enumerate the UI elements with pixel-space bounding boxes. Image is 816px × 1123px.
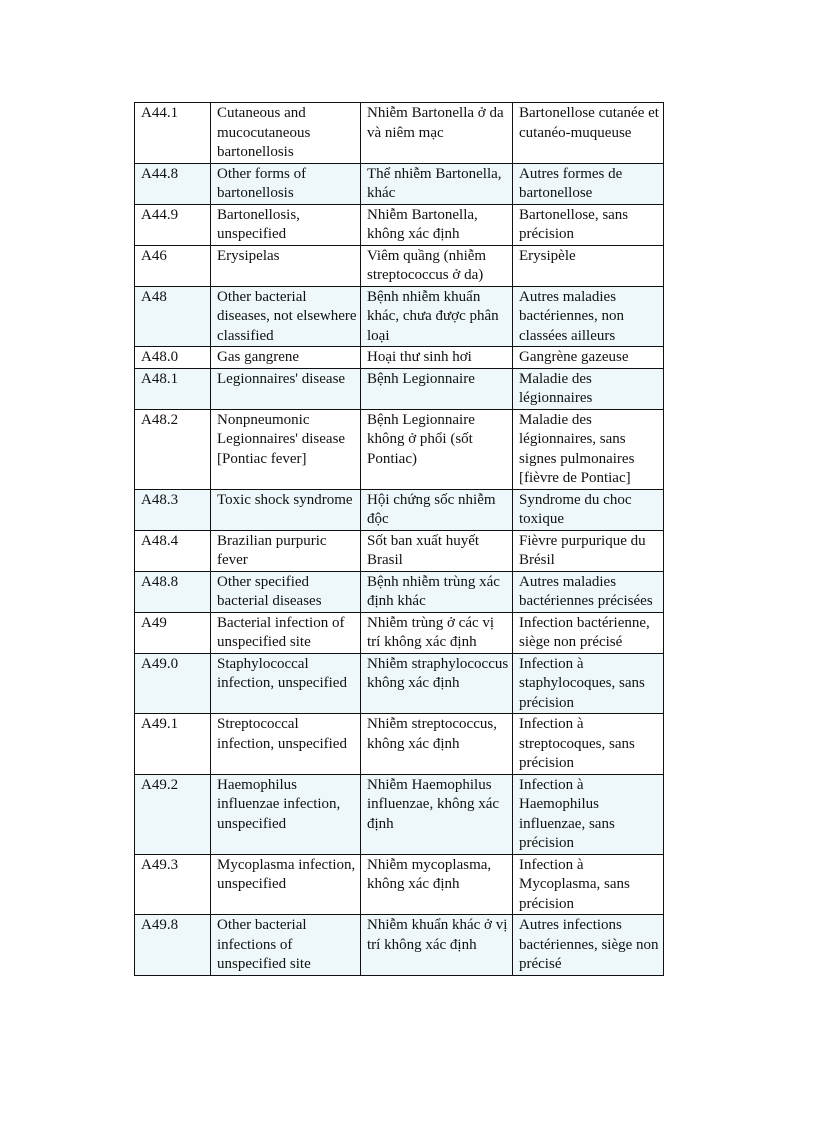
code-cell: A48.0 bbox=[135, 347, 211, 369]
english-name-cell: Erysipelas bbox=[211, 245, 361, 286]
english-name-cell: Mycoplasma infection, unspecified bbox=[211, 854, 361, 915]
vietnamese-name-cell: Viêm quầng (nhiễm streptococcus ở da) bbox=[361, 245, 513, 286]
table-row bbox=[135, 368, 664, 409]
french-name-cell: Autres maladies bactériennes précisées bbox=[513, 571, 664, 612]
code-cell: A48.4 bbox=[135, 530, 211, 571]
vietnamese-name-cell: Bệnh nhiễm trùng xác định khác bbox=[361, 571, 513, 612]
vietnamese-name-cell: Thể nhiễm Bartonella, khác bbox=[361, 163, 513, 204]
vietnamese-name-cell: Nhiễm Haemophilus influenzae, không xác định bbox=[361, 774, 513, 854]
english-name-cell: Streptococcal infection, unspecified bbox=[211, 714, 361, 775]
code-cell: A49.3 bbox=[135, 854, 211, 915]
english-name-cell: Other bacterial diseases, not elsewhere classified bbox=[211, 286, 361, 347]
table-row bbox=[135, 163, 664, 204]
code-cell: A48.3 bbox=[135, 489, 211, 530]
code-cell: A49 bbox=[135, 612, 211, 653]
vietnamese-name-cell: Hoại thư sinh hơi bbox=[361, 347, 513, 369]
vietnamese-name-cell: Nhiễm Bartonella ở da và niêm mạc bbox=[361, 103, 513, 164]
french-name-cell: Autres formes de bartonellose bbox=[513, 163, 664, 204]
table-row bbox=[135, 409, 664, 489]
code-cell: A48.8 bbox=[135, 571, 211, 612]
icd-code-table bbox=[134, 102, 664, 976]
vietnamese-name-cell: Nhiễm khuẩn khác ở vị trí không xác định bbox=[361, 915, 513, 976]
french-name-cell: Infection à Haemophilus influenzae, sans précision bbox=[513, 774, 664, 854]
table-row bbox=[135, 612, 664, 653]
table-row bbox=[135, 571, 664, 612]
english-name-cell: Other bacterial infections of unspecified site bbox=[211, 915, 361, 976]
french-name-cell: Autres maladies bactériennes, non classées ailleurs bbox=[513, 286, 664, 347]
french-name-cell: Maladie des légionnaires bbox=[513, 368, 664, 409]
vietnamese-name-cell: Nhiễm trùng ở các vị trí không xác định bbox=[361, 612, 513, 653]
english-name-cell: Legionnaires' disease bbox=[211, 368, 361, 409]
french-name-cell: Erysipèle bbox=[513, 245, 664, 286]
code-cell: A48 bbox=[135, 286, 211, 347]
code-cell: A49.8 bbox=[135, 915, 211, 976]
english-name-cell: Nonpneumonic Legionnaires' disease [Pontiac fever] bbox=[211, 409, 361, 489]
vietnamese-name-cell: Bệnh Legionnaire bbox=[361, 368, 513, 409]
code-cell: A44.8 bbox=[135, 163, 211, 204]
vietnamese-name-cell: Sốt ban xuất huyết Brasil bbox=[361, 530, 513, 571]
icd-table-body bbox=[135, 103, 664, 976]
vietnamese-name-cell: Hội chứng sốc nhiễm độc bbox=[361, 489, 513, 530]
table-row bbox=[135, 245, 664, 286]
code-cell: A49.2 bbox=[135, 774, 211, 854]
code-cell: A49.1 bbox=[135, 714, 211, 775]
english-name-cell: Gas gangrene bbox=[211, 347, 361, 369]
english-name-cell: Other forms of bartonellosis bbox=[211, 163, 361, 204]
table-row bbox=[135, 204, 664, 245]
table-row bbox=[135, 774, 664, 854]
english-name-cell: Toxic shock syndrome bbox=[211, 489, 361, 530]
english-name-cell: Bartonellosis, unspecified bbox=[211, 204, 361, 245]
french-name-cell: Autres infections bactériennes, siège non précisé bbox=[513, 915, 664, 976]
code-cell: A48.1 bbox=[135, 368, 211, 409]
code-cell: A48.2 bbox=[135, 409, 211, 489]
french-name-cell: Infection bactérienne, siège non précisé bbox=[513, 612, 664, 653]
french-name-cell: Infection à staphylocoques, sans précision bbox=[513, 653, 664, 714]
vietnamese-name-cell: Nhiễm mycoplasma, không xác định bbox=[361, 854, 513, 915]
code-cell: A46 bbox=[135, 245, 211, 286]
table-row bbox=[135, 489, 664, 530]
table-row bbox=[135, 653, 664, 714]
english-name-cell: Haemophilus influenzae infection, unspecified bbox=[211, 774, 361, 854]
table-row bbox=[135, 286, 664, 347]
vietnamese-name-cell: Bệnh nhiễm khuẩn khác, chưa được phân loại bbox=[361, 286, 513, 347]
french-name-cell: Bartonellose cutanée et cutanéo-muqueuse bbox=[513, 103, 664, 164]
english-name-cell: Staphylococcal infection, unspecified bbox=[211, 653, 361, 714]
table-row bbox=[135, 915, 664, 976]
french-name-cell: Bartonellose, sans précision bbox=[513, 204, 664, 245]
table-row bbox=[135, 347, 664, 369]
english-name-cell: Brazilian purpuric fever bbox=[211, 530, 361, 571]
english-name-cell: Cutaneous and mucocutaneous bartonellosis bbox=[211, 103, 361, 164]
vietnamese-name-cell: Nhiễm Bartonella, không xác định bbox=[361, 204, 513, 245]
french-name-cell: Infection à Mycoplasma, sans précision bbox=[513, 854, 664, 915]
table-row bbox=[135, 714, 664, 775]
french-name-cell: Fièvre purpurique du Brésil bbox=[513, 530, 664, 571]
french-name-cell: Syndrome du choc toxique bbox=[513, 489, 664, 530]
table-row bbox=[135, 530, 664, 571]
french-name-cell: Maladie des légionnaires, sans signes pulmonaires [fièvre de Pontiac] bbox=[513, 409, 664, 489]
english-name-cell: Bacterial infection of unspecified site bbox=[211, 612, 361, 653]
vietnamese-name-cell: Nhiễm streptococcus, không xác định bbox=[361, 714, 513, 775]
table-row bbox=[135, 103, 664, 164]
table-row bbox=[135, 854, 664, 915]
code-cell: A49.0 bbox=[135, 653, 211, 714]
french-name-cell: Gangrène gazeuse bbox=[513, 347, 664, 369]
code-cell: A44.1 bbox=[135, 103, 211, 164]
vietnamese-name-cell: Bệnh Legionnaire không ở phổi (sốt Pontiac) bbox=[361, 409, 513, 489]
french-name-cell: Infection à streptocoques, sans précision bbox=[513, 714, 664, 775]
code-cell: A44.9 bbox=[135, 204, 211, 245]
vietnamese-name-cell: Nhiễm straphylococcus không xác định bbox=[361, 653, 513, 714]
english-name-cell: Other specified bacterial diseases bbox=[211, 571, 361, 612]
